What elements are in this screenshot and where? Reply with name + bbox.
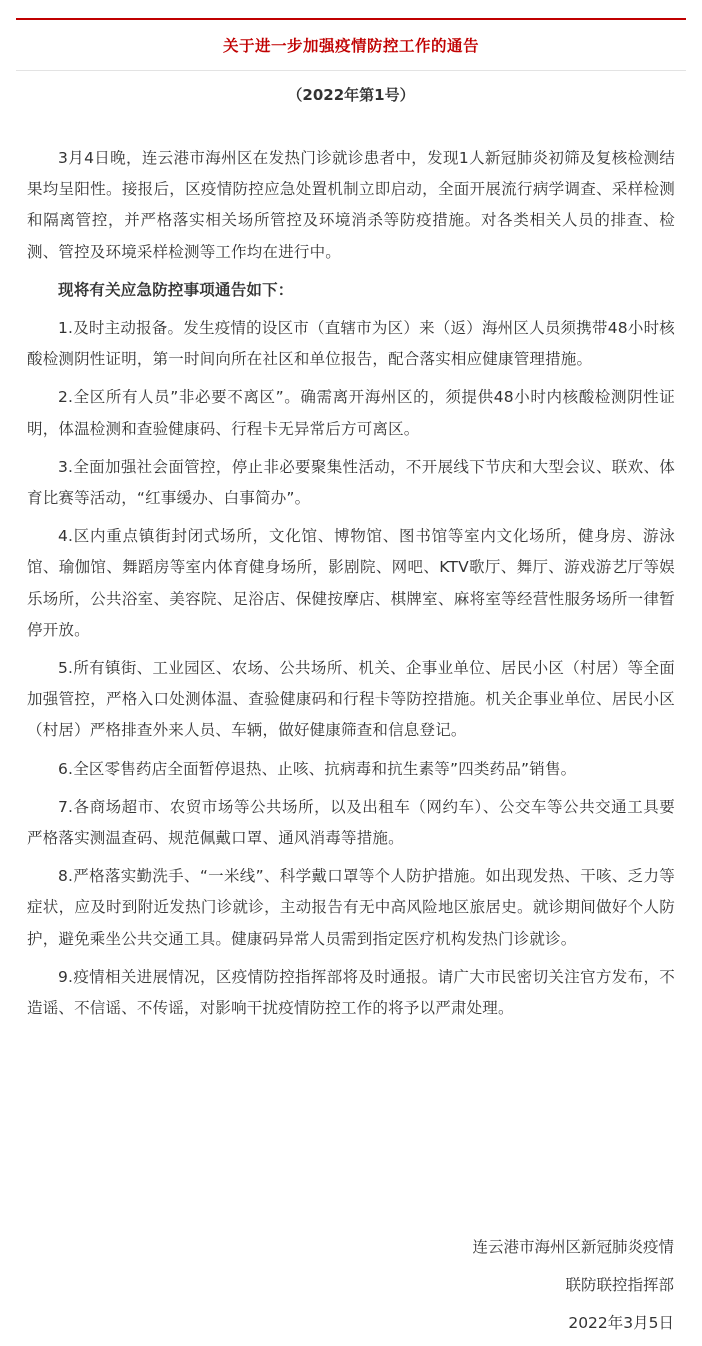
issue-date: 2022年3月5日 [568, 1314, 674, 1332]
notice-item-5: 5.所有镇街、工业园区、农场、公共场所、机关、企事业单位、居民小区（村居）等全面加强管控，严格入口处测体温、查验健康码和行程卡等防控措施。机关企事业单位、居民小区（村居）严格排查外来人员、车辆，做好健康筛查和信息登记。 [27, 659, 675, 740]
document-number: （2022年第1号） [287, 86, 415, 104]
notice-title: 关于进一步加强疫情防控工作的通告 [222, 37, 479, 55]
notice-item-3: 3.全面加强社会面管控，停止非必要聚集性活动，不开展线下节庆和大型会议、联欢、体育比赛等活动，“红事缓办、白事简办”。 [27, 457, 675, 508]
notice-item-9: 9.疫情相关进展情况，区疫情防控指挥部将及时通报。请广大市民密切关注官方发布，不造谣、不信谣、不传谣，对影响干扰疫情防控工作的将予以严肃处理。 [27, 967, 675, 1018]
notice-item-4: 4.区内重点镇街封闭式场所，文化馆、博物馆、图书馆等室内文化场所，健身房、游泳馆、瑜伽馆、舞蹈房等室内体育健身场所，影剧院、网吧、KTV歌厅、舞厅、游戏游艺厅等娱乐场所，公共浴室、美容院、足浴店、保健按摩店、棋牌室、麻将室等经营性服务场所一律暂停开放。 [27, 527, 675, 639]
notice-item-7: 7.各商场超市、农贸市场等公共场所，以及出租车（网约车）、公交车等公共交通工具要严格落实测温查码、规范佩戴口罩、通风消毒等措施。 [27, 797, 675, 848]
issuer-line-2: 联防联控指挥部 [565, 1276, 674, 1294]
title-bar [16, 20, 686, 71]
notice-item-2: 2.全区所有人员”非必要不离区”。确需离开海州区的，须提供48小时内核酸检测阴性证明，体温检测和查验健康码、行程卡无异常后方可离区。 [27, 388, 675, 438]
notice-body [27, 143, 675, 1031]
signature-block [472, 1228, 674, 1342]
notice-item-8: 8.严格落实勤洗手、“一米线”、科学戴口罩等个人防护措施。如出现发热、干咳、乏力等症状，应及时到附近发热门诊就诊，主动报告有无中高风险地区旅居史。就诊期间做好个人防护，避免乘坐公共交通工具。健康码异常人员需到指定医疗机构发热门诊就诊。 [27, 867, 675, 948]
issuer-line-1: 连云港市海州区新冠肺炎疫情 [472, 1238, 674, 1256]
notice-item-6: 6.全区零售药店全面暂停退热、止咳、抗病毒和抗生素等”四类药品”销售。 [58, 759, 577, 778]
lead-paragraph: 现将有关应急防控事项通告如下： [58, 280, 294, 299]
notice-item-1: 1.及时主动报备。发生疫情的设区市（直辖市为区）来（返）海州区人员须携带48小时核酸检测阴性证明，第一时间向所在社区和单位报告，配合落实相应健康管理措施。 [27, 319, 675, 369]
intro-paragraph: 3月4日晚，连云港市海州区在发热门诊就诊患者中，发现1人新冠肺炎初筛及复核检测结果均呈阳性。接报后，区疫情防控应急处置机制立即启动，全面开展流行病学调查、采样检测和隔离管控，并严格落实相关场所管控及环境消杀等防疫措施。对各类相关人员的排查、检测、管控及环境采样检测等工作均在进行中。 [27, 149, 675, 261]
